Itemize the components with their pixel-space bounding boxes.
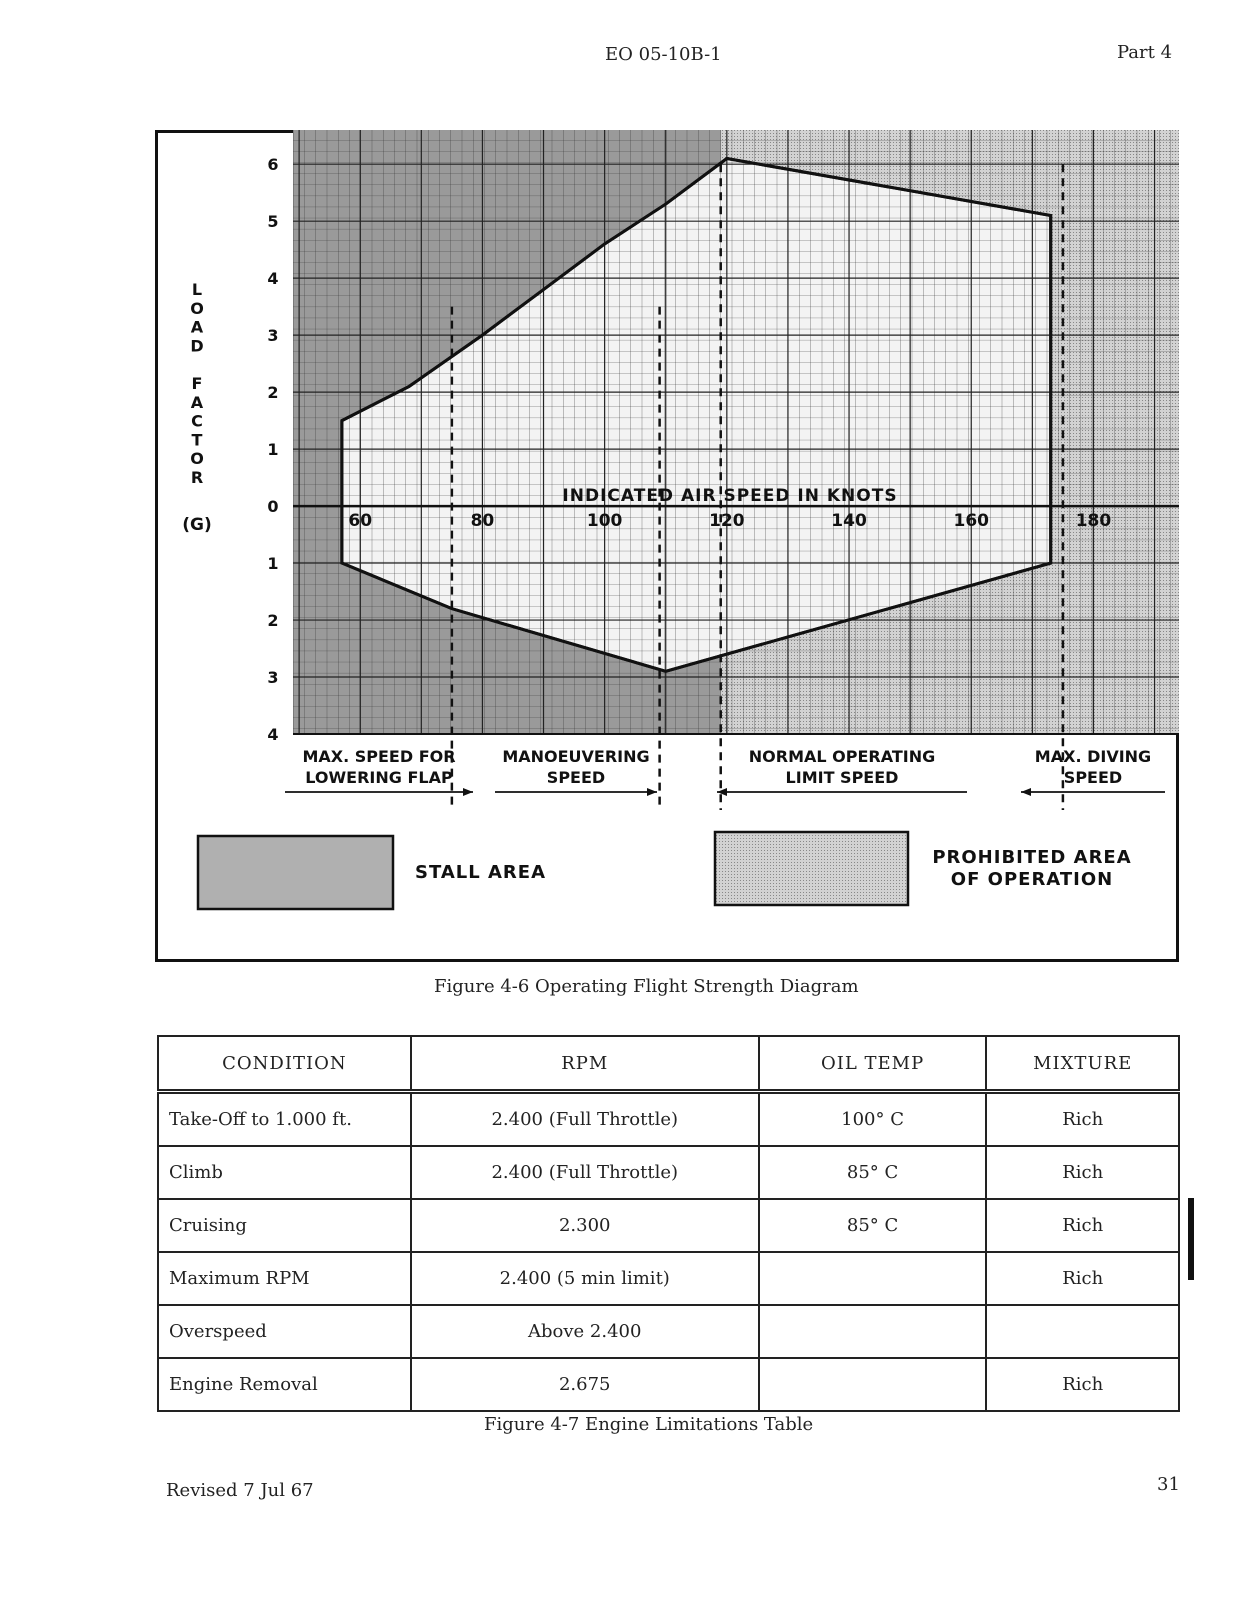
speed-limit-label: SPEED (546, 768, 606, 787)
y-axis-label-letter: T (191, 430, 203, 450)
cell-mixture: Rich (986, 1146, 1179, 1199)
speed-limit-label: MANOEUVERING (502, 747, 650, 766)
cell-oil-temp: 85° C (759, 1146, 987, 1199)
cell-mixture: Rich (986, 1199, 1179, 1252)
cell-mixture: Rich (986, 1092, 1179, 1147)
cell-oil-temp (759, 1358, 987, 1411)
cell-rpm: 2.400 (5 min limit) (411, 1252, 759, 1305)
speed-limit-label: SPEED (1063, 768, 1123, 787)
speed-limit-arrowhead (647, 788, 657, 796)
x-axis-label: INDICATED AIR SPEED IN KNOTS (562, 486, 898, 506)
y-axis-label-letter: A (190, 317, 204, 337)
x-tick-label: 80 (470, 511, 495, 532)
x-tick-label: 160 (953, 511, 989, 532)
y-axis-label-letter: D (190, 336, 204, 356)
figure-4-7-caption: Figure 4-7 Engine Limitations Table (484, 1414, 814, 1435)
header-oil-temp: OIL TEMP (759, 1036, 987, 1092)
revision-change-bar (1188, 1198, 1194, 1280)
prohibited-area-label-line2: OF OPERATION (950, 869, 1114, 890)
y-axis-label-letter: O (190, 298, 204, 318)
table-row (158, 1252, 1179, 1305)
speed-limit-label: LIMIT SPEED (785, 768, 899, 787)
document-number: EO 05-10B-1 (605, 44, 722, 65)
y-tick-labels (267, 155, 278, 744)
table-header-row (158, 1036, 1179, 1092)
cell-condition: Climb (158, 1146, 411, 1199)
flight-strength-diagram (155, 130, 1179, 962)
table-row (158, 1199, 1179, 1252)
y-axis-label-letter: O (190, 449, 204, 469)
x-tick-label: 100 (586, 511, 623, 532)
cell-condition: Cruising (158, 1199, 411, 1252)
y-axis-label-letter: L (191, 280, 203, 299)
header-mixture: MIXTURE (986, 1036, 1179, 1092)
cell-condition: Maximum RPM (158, 1252, 411, 1305)
cell-oil-temp: 100° C (759, 1092, 987, 1147)
y-tick-label: 2 (267, 611, 279, 631)
cell-condition: Take-Off to 1.000 ft. (158, 1092, 411, 1147)
speed-limit-labels (285, 747, 1165, 796)
y-tick-label: 4 (267, 725, 279, 744)
x-tick-label: 120 (709, 511, 745, 532)
revision-date: Revised 7 Jul 67 (166, 1480, 314, 1501)
prohibited-area-label-line1: PROHIBITED AREA (932, 847, 1132, 868)
y-axis-unit: (G) (182, 515, 212, 535)
cell-mixture: Rich (986, 1252, 1179, 1305)
x-tick-label: 180 (1075, 511, 1112, 532)
speed-limit-arrowhead (717, 788, 727, 796)
stall-area-swatch (198, 836, 393, 909)
y-axis-label-letter: A (190, 392, 204, 412)
y-axis-label-letter: C (191, 411, 203, 431)
cell-rpm: 2.400 (Full Throttle) (411, 1092, 759, 1147)
y-axis-label (190, 280, 204, 487)
y-axis-label-letter: R (190, 468, 204, 487)
cell-oil-temp: 85° C (759, 1199, 987, 1252)
cell-rpm: 2.300 (411, 1199, 759, 1252)
speed-limit-label: LOWERING FLAP (305, 768, 453, 787)
figure-4-6-caption: Figure 4-6 Operating Flight Strength Diagram (434, 976, 859, 997)
speed-limit-label: NORMAL OPERATING (748, 747, 936, 766)
y-tick-label: 2 (267, 383, 279, 403)
speed-limit-label: MAX. DIVING (1034, 747, 1152, 766)
cell-rpm: Above 2.400 (411, 1305, 759, 1358)
speed-limit-arrowhead (463, 788, 473, 796)
y-tick-label: 0 (267, 497, 279, 517)
cell-mixture (986, 1305, 1179, 1358)
cell-oil-temp (759, 1252, 987, 1305)
y-tick-label: 5 (267, 212, 279, 232)
y-axis-label-letter: F (191, 374, 203, 393)
table-row (158, 1146, 1179, 1199)
header-condition: CONDITION (158, 1036, 411, 1092)
stall-area-label: STALL AREA (415, 862, 546, 883)
x-tick-label: 60 (348, 511, 373, 532)
y-tick-label: 1 (267, 554, 279, 574)
cell-condition: Overspeed (158, 1305, 411, 1358)
cell-condition: Engine Removal (158, 1358, 411, 1411)
speed-limit-arrowhead (1021, 788, 1031, 796)
table-row (158, 1305, 1179, 1358)
cell-rpm: 2.675 (411, 1358, 759, 1411)
header-rpm: RPM (411, 1036, 759, 1092)
table-row (158, 1358, 1179, 1411)
cell-oil-temp (759, 1305, 987, 1358)
y-tick-label: 4 (267, 269, 279, 289)
y-tick-label: 6 (267, 155, 279, 175)
cell-rpm: 2.400 (Full Throttle) (411, 1146, 759, 1199)
y-tick-label: 3 (267, 668, 279, 688)
cell-mixture: Rich (986, 1358, 1179, 1411)
part-label: Part 4 (1117, 42, 1173, 63)
x-tick-label: 140 (831, 511, 867, 532)
y-tick-label: 3 (267, 326, 279, 346)
page-number: 31 (1157, 1474, 1180, 1495)
table-row (158, 1092, 1179, 1147)
speed-limit-label: MAX. SPEED FOR (302, 747, 456, 766)
engine-limitations-table (157, 1035, 1180, 1412)
y-tick-label: 1 (267, 440, 279, 460)
prohibited-area-swatch (715, 832, 908, 905)
